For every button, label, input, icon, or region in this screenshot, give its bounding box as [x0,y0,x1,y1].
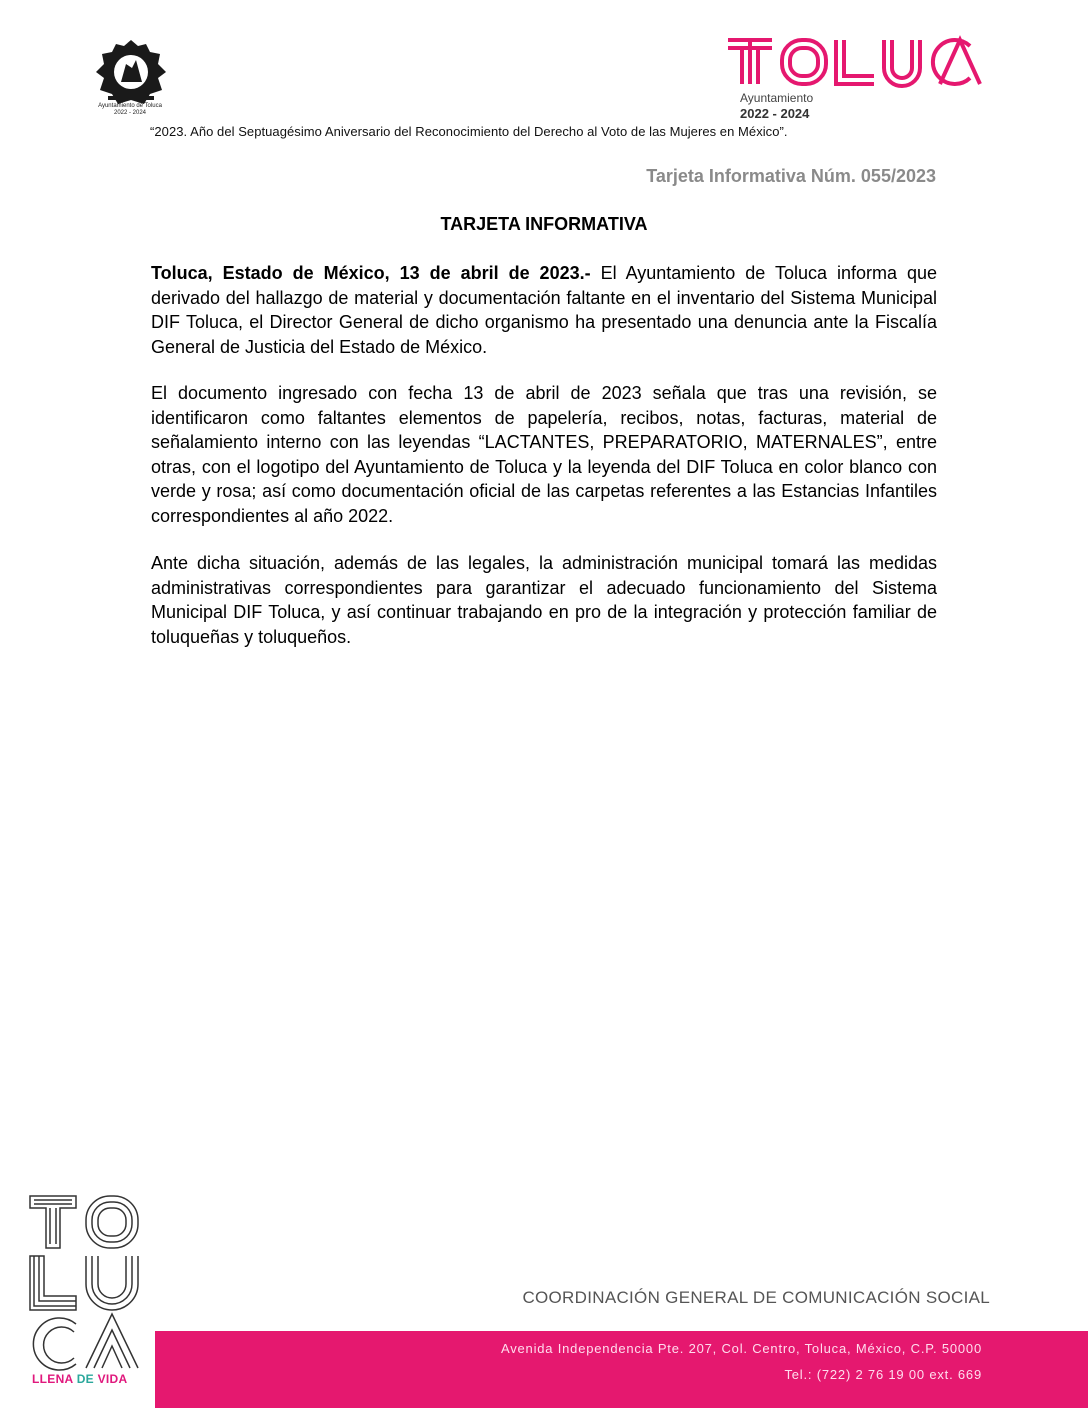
paragraph-lead: Toluca, Estado de México, 13 de abril de 2023.- [151,263,591,283]
card-number: Tarjeta Informativa Núm. 055/2023 [646,166,936,186]
toluca-logo [724,34,984,88]
paragraph-3: Ante dicha situación, además de las legales, la administración municipal tomará las medidas administrativas correspondientes para garantizar el adecuado funcionamiento del Sistema Municipal DIF Toluca, y así continuar trabajando en pro de la integración y protección familiar de toluqueñas y toluqueños. [151,553,937,647]
slogan: LLENA DE VIDA [32,1372,128,1386]
paragraph-1-text: El Ayuntamiento de Toluca informa que derivado del hallazgo de material y documentación faltante en el inventario del Sistema Municipal DIF Toluca, el Director General de dicho organismo ha presentado una denuncia ante la Fiscalía General de Justicia del Estado de México. [151,263,937,357]
year-motto: “2023. Año del Septuagésimo Aniversario del Reconocimiento del Derecho al Voto de las Mujeres en México”. [150,124,788,139]
document-title: TARJETA INFORMATIVA [440,214,648,234]
footer-phone: Tel.: (722) 2 76 19 00 ext. 669 [784,1367,982,1382]
toluca-stacked-logo [26,1192,142,1372]
department-name: COORDINACIÓN GENERAL DE COMUNICACIÓN SOCIAL [522,1288,990,1307]
paragraph-1 [151,261,937,359]
ayuntamiento-years: 2022 - 2024 [740,106,810,121]
paragraph-2: El documento ingresado con fecha 13 de abril de 2023 señala que tras una revisión, se identificaron como faltantes elementos de papelería, recibos, notas, facturas, material de señalamiento interno con las leyendas “LACTANTES, PREPARATORIO, MATERNALES”, entre otras, con el logotipo del Ayuntamiento de Toluca y la leyenda del DIF Toluca en color blanco con verde y rosa; así como documentación oficial de las carpetas referentes a las Estancias Infantiles correspondientes al año 2022. [151,383,937,526]
footer-address: Avenida Independencia Pte. 207, Col. Centro, Toluca, México, C.P. 50000 [500,1341,982,1356]
seal-caption: Ayuntamiento de Toluca 2022 - 2024 [98,103,162,116]
ayuntamiento-label: Ayuntamiento [740,91,814,105]
